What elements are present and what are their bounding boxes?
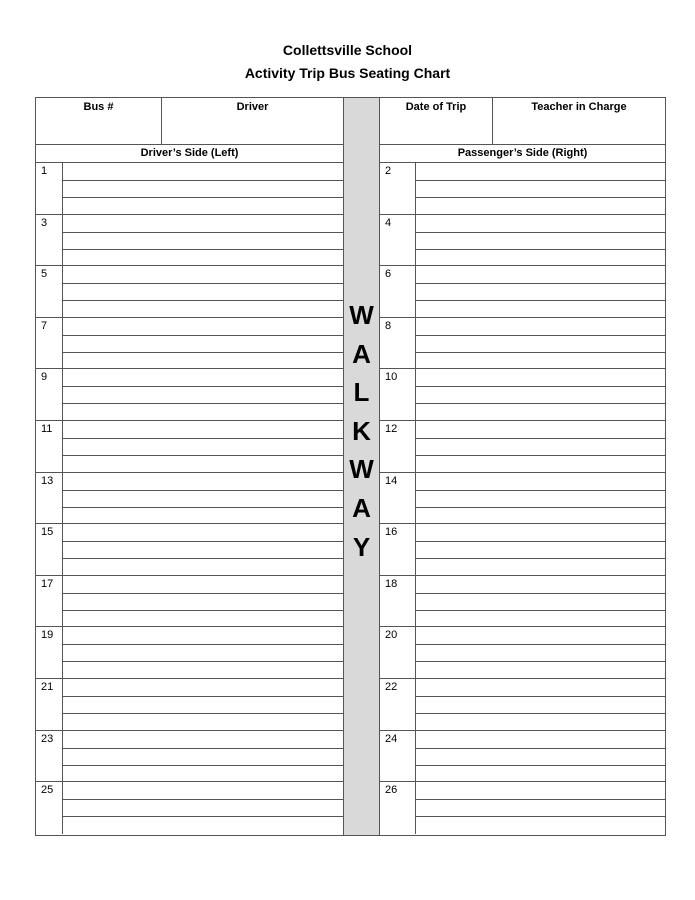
seat-number: 12 xyxy=(380,421,416,472)
name-line[interactable] xyxy=(416,610,665,611)
name-line[interactable] xyxy=(416,713,665,714)
name-line[interactable] xyxy=(416,438,665,439)
seat-row xyxy=(380,576,665,628)
seat-number: 7 xyxy=(36,318,63,369)
seat-row xyxy=(36,524,343,576)
walkway xyxy=(344,97,379,836)
left-header-row xyxy=(36,98,343,145)
name-line[interactable] xyxy=(416,661,665,662)
name-line[interactable] xyxy=(63,180,343,181)
name-line[interactable] xyxy=(63,300,343,301)
right-seat-list xyxy=(380,163,665,834)
seat-number: 3 xyxy=(36,215,63,266)
name-line[interactable] xyxy=(416,300,665,301)
name-line[interactable] xyxy=(416,644,665,645)
walkway-letter: L xyxy=(353,377,370,408)
seat-row xyxy=(36,215,343,267)
seat-number: 11 xyxy=(36,421,63,472)
seat-row xyxy=(380,318,665,370)
seat-row xyxy=(380,266,665,318)
seat-number: 10 xyxy=(380,369,416,420)
walkway-letter: A xyxy=(352,338,371,369)
seat-row xyxy=(36,627,343,679)
date-of-trip-label: Date of Trip xyxy=(405,101,467,113)
driver-field[interactable] xyxy=(162,98,343,144)
name-line[interactable] xyxy=(416,507,665,508)
passenger-side-label: Passenger’s Side (Right) xyxy=(380,145,665,163)
name-line[interactable] xyxy=(63,438,343,439)
seat-number: 6 xyxy=(380,266,416,317)
name-line[interactable] xyxy=(63,507,343,508)
seat-number: 2 xyxy=(380,163,416,214)
seat-number: 14 xyxy=(380,473,416,524)
name-line[interactable] xyxy=(63,713,343,714)
name-line[interactable] xyxy=(63,799,343,800)
seat-row xyxy=(380,524,665,576)
seat-number: 1 xyxy=(36,163,63,214)
walkway-letter: W xyxy=(349,300,374,330)
name-line[interactable] xyxy=(63,490,343,491)
seat-row xyxy=(380,421,665,473)
name-line[interactable] xyxy=(416,455,665,456)
teacher-in-charge-label: Teacher in Charge xyxy=(531,101,627,113)
name-line[interactable] xyxy=(63,748,343,749)
seat-number: 19 xyxy=(36,627,63,678)
name-line[interactable] xyxy=(63,644,343,645)
seat-row xyxy=(36,679,343,731)
name-line[interactable] xyxy=(63,541,343,542)
seat-row xyxy=(36,369,343,421)
name-line[interactable] xyxy=(63,610,343,611)
walkway-letter: K xyxy=(352,415,371,446)
seat-row xyxy=(36,782,343,834)
name-line[interactable] xyxy=(416,403,665,404)
seat-number: 22 xyxy=(380,679,416,730)
seat-row xyxy=(380,679,665,731)
walkway-letter: W xyxy=(349,454,374,485)
bus-number-label: Bus # xyxy=(83,101,114,113)
name-line[interactable] xyxy=(63,403,343,404)
walkway-label xyxy=(344,296,379,566)
seat-row xyxy=(36,576,343,628)
driver-label: Driver xyxy=(236,101,269,113)
seat-number: 16 xyxy=(380,524,416,575)
seat-row xyxy=(380,782,665,834)
seat-row xyxy=(36,163,343,215)
seat-number: 13 xyxy=(36,473,63,524)
name-line[interactable] xyxy=(63,335,343,336)
seat-number: 8 xyxy=(380,318,416,369)
seat-row xyxy=(380,731,665,783)
seat-number: 23 xyxy=(36,731,63,782)
seat-row xyxy=(36,266,343,318)
name-line[interactable] xyxy=(63,696,343,697)
name-line[interactable] xyxy=(63,455,343,456)
seat-row xyxy=(380,163,665,215)
seat-number: 25 xyxy=(36,782,63,834)
name-line[interactable] xyxy=(63,765,343,766)
seat-row xyxy=(36,473,343,525)
seat-row xyxy=(380,627,665,679)
name-line[interactable] xyxy=(416,386,665,387)
name-line[interactable] xyxy=(416,696,665,697)
right-header-row xyxy=(380,98,665,145)
name-line[interactable] xyxy=(63,816,343,817)
walkway-letter: A xyxy=(352,492,371,523)
name-line[interactable] xyxy=(416,593,665,594)
name-line[interactable] xyxy=(416,283,665,284)
name-line[interactable] xyxy=(416,335,665,336)
drivers-side-label: Driver’s Side (Left) xyxy=(36,145,343,163)
seat-number: 17 xyxy=(36,576,63,627)
name-line[interactable] xyxy=(416,541,665,542)
date-of-trip-field[interactable] xyxy=(380,98,493,144)
name-line[interactable] xyxy=(63,283,343,284)
passenger-side-panel xyxy=(379,97,666,836)
name-line[interactable] xyxy=(63,661,343,662)
seat-row xyxy=(380,473,665,525)
name-line[interactable] xyxy=(63,232,343,233)
name-line[interactable] xyxy=(63,558,343,559)
seat-row xyxy=(36,421,343,473)
seat-number: 5 xyxy=(36,266,63,317)
seat-number: 24 xyxy=(380,731,416,782)
seat-number: 4 xyxy=(380,215,416,266)
seat-number: 18 xyxy=(380,576,416,627)
seat-number: 20 xyxy=(380,627,416,678)
name-line[interactable] xyxy=(416,816,665,817)
seat-row xyxy=(36,318,343,370)
name-line[interactable] xyxy=(416,232,665,233)
name-line[interactable] xyxy=(416,197,665,198)
name-line[interactable] xyxy=(63,593,343,594)
name-line[interactable] xyxy=(63,386,343,387)
seat-row xyxy=(380,215,665,267)
seat-row xyxy=(380,369,665,421)
seat-row xyxy=(36,731,343,783)
seat-number: 26 xyxy=(380,782,416,834)
name-line[interactable] xyxy=(416,748,665,749)
name-line[interactable] xyxy=(416,352,665,353)
name-line[interactable] xyxy=(63,352,343,353)
name-line[interactable] xyxy=(416,799,665,800)
teacher-in-charge-field[interactable] xyxy=(493,98,665,144)
page-subtitle: Activity Trip Bus Seating Chart xyxy=(244,65,451,81)
name-line[interactable] xyxy=(416,180,665,181)
name-line[interactable] xyxy=(63,197,343,198)
name-line[interactable] xyxy=(416,249,665,250)
seat-number: 9 xyxy=(36,369,63,420)
drivers-side-panel xyxy=(35,97,344,836)
seat-number: 15 xyxy=(36,524,63,575)
name-line[interactable] xyxy=(63,249,343,250)
name-line[interactable] xyxy=(416,558,665,559)
name-line[interactable] xyxy=(416,490,665,491)
left-seat-list xyxy=(36,163,343,834)
name-line[interactable] xyxy=(416,765,665,766)
seat-number: 21 xyxy=(36,679,63,730)
bus-number-field[interactable] xyxy=(36,98,162,144)
walkway-letter: Y xyxy=(352,531,371,562)
page-title: Collettsville School xyxy=(282,42,413,58)
